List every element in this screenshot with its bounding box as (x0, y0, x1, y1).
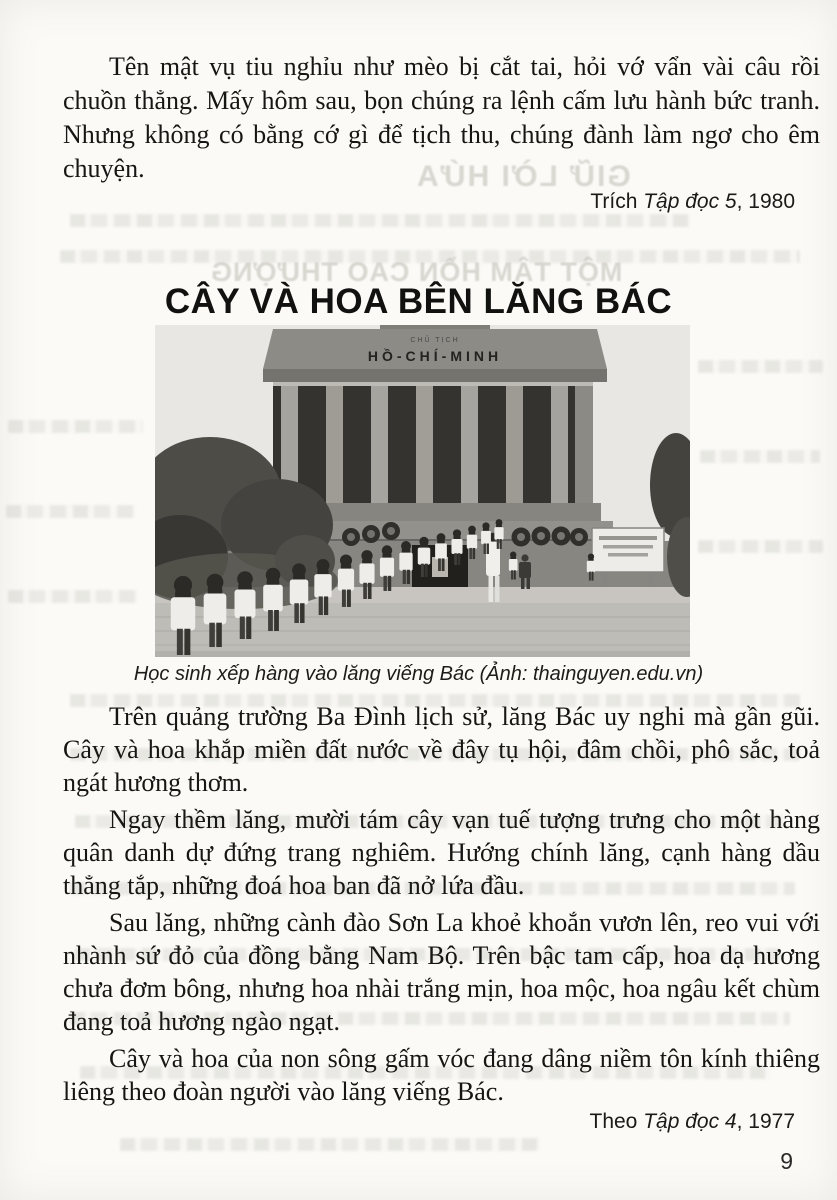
bleedthrough-noise (698, 360, 823, 373)
bleedthrough-noise (60, 250, 800, 263)
bleedthrough-noise (8, 590, 138, 603)
excerpt-paragraph: Tên mật vụ tiu nghỉu như mèo bị cắt tai, hỏi vớ vẩn vài câu rồi chuồn thẳng. Mấy hôm sau, bọn chúng ra lệnh cấm lưu hành bức tranh. Nhưng không có bằng cớ gì để tịch thu, chúng đành làm ngơ cho êm chuyện. (63, 52, 820, 183)
article-paragraph: Ngay thềm lăng, mười tám cây vạn tuế tượng trưng cho một hàng quân danh dự đứng trang nghiêm. Hướng chính lăng, cạnh hàng dầu thẳng tắp, những đoá hoa ban đã nở lứa đầu. (63, 805, 820, 900)
facade-text-main: HỒ-CHÍ-MINH (367, 348, 503, 364)
mausoleum-photo-svg (155, 325, 690, 657)
bleedthrough-noise (700, 450, 820, 463)
excerpt-attribution-source: Tập đọc 5 (643, 190, 737, 213)
bleedthrough-noise (70, 214, 690, 227)
bleedthrough-title-2: MỘT TÂM HỒN CAO THƯỢNG (210, 257, 623, 287)
article-attribution-suffix: , 1977 (736, 1110, 795, 1133)
article-paragraph: Trên quảng trường Ba Đình lịch sử, lăng Bác uy nghi mà gần gũi. Cây và hoa khắp miền đất nước về đây tụ hội, đâm chồi, phô sắc, toả ngát hương thơm. (63, 702, 820, 797)
article-attribution-source: Tập đọc 4 (643, 1110, 737, 1133)
mausoleum-photo (155, 325, 690, 657)
bleedthrough-noise (120, 1138, 540, 1151)
article-attribution-prefix: Theo (589, 1110, 644, 1133)
excerpt-attribution-prefix: Trích (590, 190, 644, 213)
bleedthrough-title-1: GIỮ LỜI HỨA (415, 160, 631, 193)
photo-caption: Học sinh xếp hàng vào lăng viếng Bác (Ảnh: thainguyen.edu.vn) (133, 663, 704, 685)
article-title: CÂY VÀ HOA BÊN LĂNG BÁC (164, 282, 673, 321)
bleedthrough-noise (698, 540, 823, 553)
facade-text-top: CHỦ TỊCH (410, 337, 460, 344)
photo-tone-overlay (155, 325, 690, 657)
article-attribution (590, 1110, 796, 1134)
excerpt-attribution-suffix: , 1980 (736, 190, 795, 213)
page-number: 9 (780, 1148, 793, 1174)
bleedthrough-noise (6, 505, 136, 518)
article-body (63, 700, 820, 1112)
bleedthrough-noise (8, 420, 143, 433)
article-paragraph: Sau lăng, những cành đào Sơn La khoẻ khoắn vươn lên, reo vui với nhành sứ đỏ của đồng bằng Nam Bộ. Trên bậc tam cấp, hoa dạ hương chưa đơm bông, nhưng hoa nhài trắng mịn, hoa mộc, hoa ngâu kết chùm đang toả hương ngào ngạt. (63, 908, 820, 1036)
excerpt-attribution (590, 190, 795, 214)
article-paragraph: Cây và hoa của non sông gấm vóc đang dâng niềm tôn kính thiêng liêng theo đoàn người vào lăng viếng Bác. (63, 1044, 820, 1106)
